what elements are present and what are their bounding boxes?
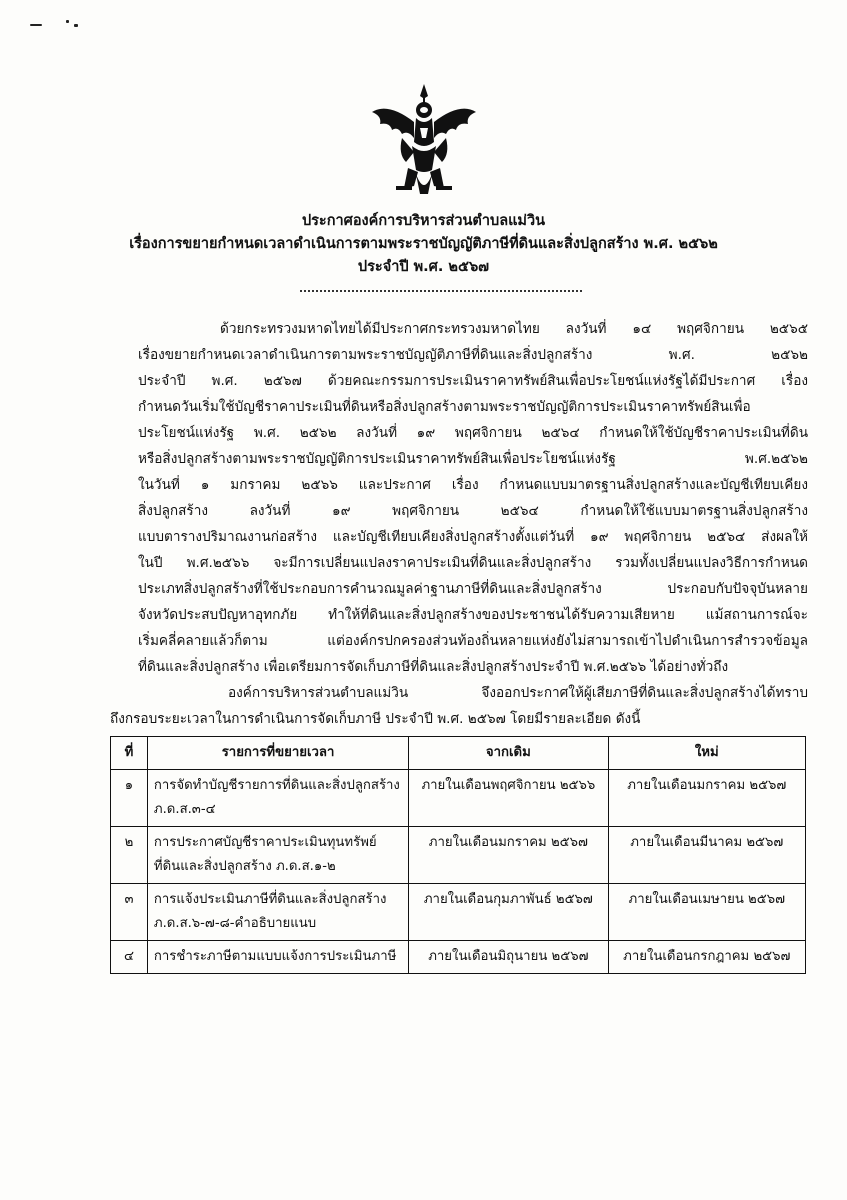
row-new-deadline: ภายในเดือนเมษายน ๒๕๖๗	[608, 884, 805, 941]
body-line: ที่ดินและสิ่งปลูกสร้าง เพื่อเตรียมการจัดเก็บภาษีที่ดินและสิ่งปลูกสร้างประจำปี พ.ศ.๒๕๖๖ ได้อย่างทั่วถึง	[138, 659, 729, 675]
table-row	[111, 884, 806, 941]
row-original-deadline: ภายในเดือนกุมภาพันธ์ ๒๕๖๗	[409, 884, 608, 941]
schedule-table	[110, 736, 806, 974]
scan-mark	[66, 20, 69, 23]
body-line: ในปี พ.ศ.๒๕๖๖ จะมีการเปลี่ยนแปลงราคาประเมินที่ดินและสิ่งปลูกสร้าง รวมทั้งเปลี่ยนแปลงวิธีการกำหนด	[138, 555, 808, 571]
body-line: ประจำปี พ.ศ. ๒๕๖๗ ด้วยคณะกรรมการประเมินราคาทรัพย์สินเพื่อประโยชน์แห่งรัฐได้มีประกาศ เรื่อง	[138, 373, 808, 389]
body-paragraph-2	[110, 680, 808, 732]
table-row	[111, 827, 806, 884]
row-item: การชำระภาษีตามแบบแจ้งการประเมินภาษี	[147, 941, 408, 974]
column-header-no: ที่	[111, 737, 148, 770]
column-header-item: รายการที่ขยายเวลา	[147, 737, 408, 770]
body-line: กำหนดวันเริ่มใช้บัญชีราคาประเมินที่ดินหรือสิ่งปลูกสร้างตามพระราชบัญญัติการประเมินราคาทรัพย์สินเพื่อ	[138, 399, 751, 415]
announcement-subject: เรื่องการขยายกำหนดเวลาดำเนินการตามพระราชบัญญัติภาษีที่ดินและสิ่งปลูกสร้าง พ.ศ. ๒๕๖๒	[129, 236, 718, 252]
table-row	[111, 770, 806, 827]
body-line: ประเภทสิ่งปลูกสร้างที่ใช้ประกอบการคำนวณมูลค่าฐานภาษีที่ดินและสิ่งปลูกสร้าง ประกอบกับปัจจุบันหลาย	[138, 581, 808, 597]
body-line: ด้วยกระทรวงมหาดไทยได้มีประกาศกระทรวงมหาดไทย ลงวันที่ ๑๔ พฤศจิกายน ๒๕๖๕	[220, 321, 808, 337]
row-new-deadline: ภายในเดือนมกราคม ๒๕๖๗	[608, 770, 805, 827]
row-number: ๓	[111, 884, 148, 941]
row-number: ๑	[111, 770, 148, 827]
body-line: จังหวัดประสบปัญหาอุทกภัย ทำให้ที่ดินและสิ่งปลูกสร้างของประชาชนได้รับความเสียหาย แม้สถานการณ์จะ	[138, 607, 808, 623]
row-number: ๔	[111, 941, 148, 974]
body-line: ถึงกรอบระยะเวลาในการดำเนินการจัดเก็บภาษี ประจำปี พ.ศ. ๒๕๖๗ โดยมีรายละเอียด ดังนี้	[110, 711, 641, 727]
row-original-deadline: ภายในเดือนพฤศจิกายน ๒๕๖๖	[409, 770, 608, 827]
body-line: ในวันที่ ๑ มกราคม ๒๕๖๖ และประกาศ เรื่อง กำหนดแบบมาตรฐานสิ่งปลูกสร้างและบัญชีเทียบเคียง	[138, 477, 808, 493]
scan-mark	[30, 24, 42, 26]
garuda-emblem-icon	[368, 82, 480, 198]
body-paragraph-1	[138, 316, 808, 680]
body-line: องค์การบริหารส่วนตำบลแม่วิน จึงออกประกาศให้ผู้เสียภาษีที่ดินและสิ่งปลูกสร้างได้ทราบ	[228, 685, 808, 701]
body-line: สิ่งปลูกสร้าง ลงวันที่ ๑๙ พฤศจิกายน ๒๕๖๔ กำหนดให้ใช้แบบมาตรฐานสิ่งปลูกสร้าง	[138, 503, 808, 519]
body-line: ประโยชน์แห่งรัฐ พ.ศ. ๒๕๖๒ ลงวันที่ ๑๙ พฤศจิกายน ๒๕๖๔ กำหนดให้ใช้บัญชีราคาประเมินที่ดิน	[138, 425, 808, 441]
table-row	[111, 941, 806, 974]
row-item: การจัดทำบัญชีรายการที่ดินและสิ่งปลูกสร้าง ภ.ด.ส.๓-๔	[147, 770, 408, 827]
row-number: ๒	[111, 827, 148, 884]
row-new-deadline: ภายในเดือนกรกฎาคม ๒๕๖๗	[608, 941, 805, 974]
row-item: การประกาศบัญชีราคาประเมินทุนทรัพย์ที่ดินและสิ่งปลูกสร้าง ภ.ด.ส.๑-๒	[147, 827, 408, 884]
body-line: เรื่องขยายกำหนดเวลาดำเนินการตามพระราชบัญญัติภาษีที่ดินและสิ่งปลูกสร้าง พ.ศ. ๒๕๖๒	[138, 347, 808, 363]
row-original-deadline: ภายในเดือนมกราคม ๒๕๖๗	[409, 827, 608, 884]
scan-mark	[74, 24, 78, 27]
announcement-year: ประจำปี พ.ศ. ๒๕๖๗	[357, 259, 490, 275]
body-line: เริ่มคลี่คลายแล้วก็ตาม แต่องค์กรปกครองส่วนท้องถิ่นหลายแห่งยังไม่สามารถเข้าไปดำเนินการสำรวจข้อมูล	[138, 633, 808, 649]
title-divider	[300, 290, 582, 292]
row-original-deadline: ภายในเดือนมิถุนายน ๒๕๖๗	[409, 941, 608, 974]
body-line: แบบตารางปริมาณงานก่อสร้าง และบัญชีเทียบเคียงสิ่งปลูกสร้างตั้งแต่วันที่ ๑๙ พฤศจิกายน ๒๕๖๔ ส่งผลให้	[138, 529, 808, 545]
row-new-deadline: ภายในเดือนมีนาคม ๒๕๖๗	[608, 827, 805, 884]
column-header-to: ใหม่	[608, 737, 805, 770]
body-line: หรือสิ่งปลูกสร้างตามพระราชบัญญัติการประเมินราคาทรัพย์สินเพื่อประโยชน์แห่งรัฐ พ.ศ.๒๕๖๒	[138, 451, 808, 467]
row-item: การแจ้งประเมินภาษีที่ดินและสิ่งปลูกสร้าง ภ.ด.ส.๖-๗-๘-คำอธิบายแนบ	[147, 884, 408, 941]
announcement-title: ประกาศองค์การบริหารส่วนตำบลแม่วิน	[301, 213, 546, 229]
column-header-from: จากเดิม	[409, 737, 608, 770]
table-header-row	[111, 737, 806, 770]
